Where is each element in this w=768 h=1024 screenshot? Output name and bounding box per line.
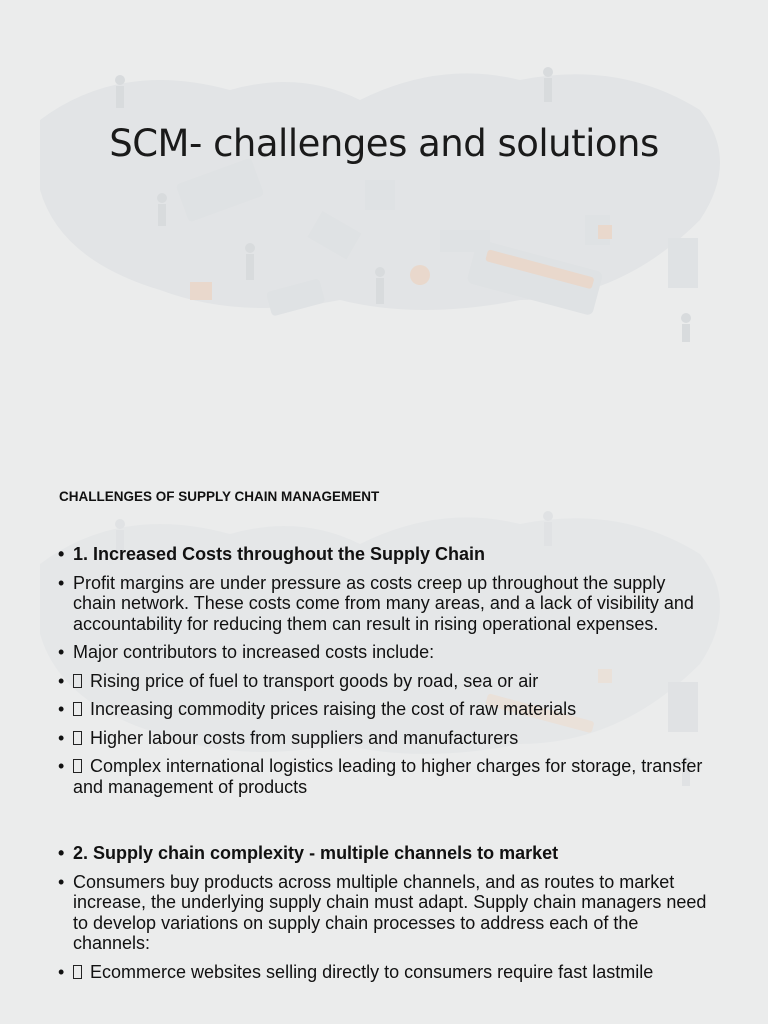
missing-glyph-icon	[73, 731, 82, 745]
list-item: • Increasing commodity prices raising the cost of raw materials	[58, 699, 577, 719]
list-item: • Higher labour costs from suppliers and manufacturers	[58, 727, 519, 748]
list-item: • 1. Increased Costs throughout the Supply Chain	[58, 544, 486, 564]
missing-glyph-icon	[73, 674, 82, 688]
list-item: • Consumers buy products across multiple channels, and as routes to market increase, the underlying supply chain must adapt. Supply chain managers need to develop variations on supply chain processes to address each of the channels:	[58, 871, 707, 953]
content-slide	[0, 444, 768, 1024]
title-slide	[0, 0, 768, 440]
missing-glyph-icon	[73, 965, 82, 979]
list-item: • Rising price of fuel to transport goods by road, sea or air	[58, 670, 539, 691]
slide-title: SCM- challenges and solutions	[109, 122, 659, 165]
list-item: • 2. Supply chain complexity - multiple channels to market	[58, 843, 559, 863]
list-item: • Complex international logistics leading to higher charges for storage, transfer and management of products	[58, 756, 703, 797]
missing-glyph-icon	[73, 759, 82, 773]
list-item: • Ecommerce websites selling directly to consumers require fast lastmile	[58, 961, 654, 982]
list-item: • Profit margins are under pressure as costs creep up throughout the supply chain network. These costs come from many areas, and a lack of visibility and accountability for reducing them can result in rising operational expenses.	[58, 572, 694, 634]
missing-glyph-icon	[73, 702, 82, 716]
logistics-illustration	[0, 0, 768, 440]
list-item: • Major contributors to increased costs include:	[58, 642, 435, 662]
bullet-list	[58, 544, 708, 990]
section-heading: CHALLENGES OF SUPPLY CHAIN MANAGEMENT	[59, 489, 380, 504]
